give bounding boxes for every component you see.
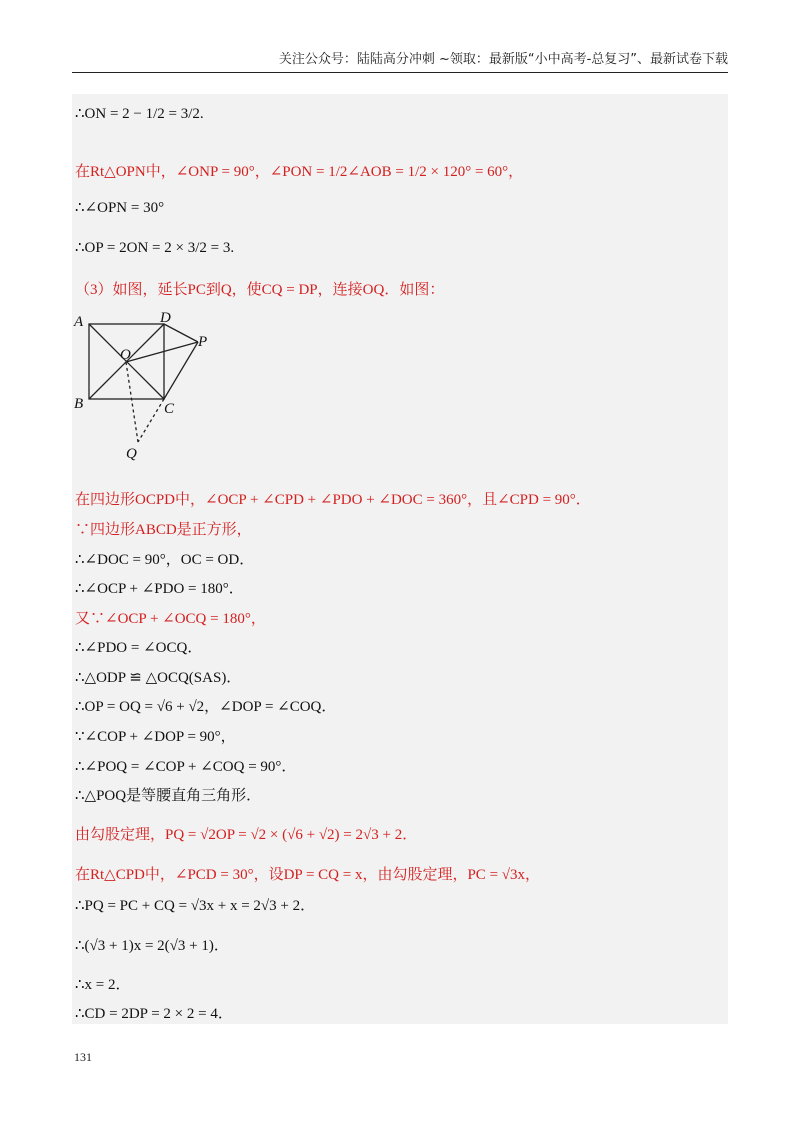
- solution-line-21: ∴x = 2．: [75, 977, 131, 993]
- solution-line-12: ∴△ODP ≌ △OCQ(SAS)．: [75, 670, 242, 686]
- solution-line-19: ∴PQ = PC + CQ = √3x + x = 2√3 + 2．: [75, 898, 316, 914]
- solution-line-15: ∴∠POQ = ∠COP + ∠COQ = 90°．: [75, 759, 297, 775]
- solution-line-7: ∵四边形ABCD是正方形，: [75, 522, 252, 538]
- solution-content: [72, 94, 728, 1024]
- solution-line-2: 在Rt△OPN中，∠ONP = 90°，∠PON = 1/2∠AOB = 1/2 × 120° = 60°，: [75, 164, 524, 180]
- label-o: O: [120, 347, 131, 363]
- solution-line-6: 在四边形OCPD中，∠OCP + ∠CPD + ∠PDO + ∠DOC = 360°，且∠CPD = 90°．: [75, 492, 591, 508]
- label-b: B: [74, 396, 84, 412]
- solution-line-8: ∴∠DOC = 90°，OC = OD．: [75, 552, 255, 568]
- solution-line-14: ∵∠COP + ∠DOP = 90°，: [75, 729, 236, 745]
- solution-line-9: ∴∠OCP + ∠PDO = 180°．: [75, 581, 244, 597]
- solution-line-13: ∴OP = OQ = √6 + √2，∠DOP = ∠COQ．: [75, 699, 337, 715]
- label-q: Q: [126, 446, 137, 462]
- segment-cq: [138, 399, 164, 442]
- solution-line-4: ∴OP = 2ON = 2 × 3/2 = 3.: [75, 240, 235, 256]
- solution-line-10: 又∵∠OCP + ∠OCQ = 180°，: [75, 611, 266, 627]
- solution-line-20: ∴(√3 + 1)x = 2(√3 + 1)．: [75, 938, 229, 954]
- solution-line-18: 在Rt△CPD中，∠PCD = 30°，设DP = CQ = x，由勾股定理，PC = √3x，: [75, 867, 541, 883]
- segment-oq: [126, 362, 138, 442]
- header-rule: [72, 72, 728, 73]
- label-p: P: [198, 334, 208, 350]
- solution-line-11: ∴∠PDO = ∠OCQ．: [75, 640, 203, 656]
- solution-line-5: （3）如图，延长PC到Q，使CQ = DP，连接OQ．如图：: [75, 282, 445, 298]
- solution-line-22: ∴CD = 2DP = 2 × 2 = 4．: [75, 1006, 233, 1022]
- page-header: 关注公众号：陆陆高分冲刺 ~领取：最新版“小中高考-总复习”、最新试卷下载: [278, 52, 728, 67]
- square-diagram: [72, 312, 232, 462]
- segment-dp: [164, 324, 198, 342]
- page-number: 131: [74, 1050, 92, 1064]
- solution-line-17: 由勾股定理，PQ = √2OP = √2 × (√6 + √2) = 2√3 + 2．: [75, 827, 418, 843]
- label-d: D: [160, 312, 171, 326]
- label-c: C: [164, 401, 175, 417]
- label-a: A: [74, 314, 84, 330]
- solution-line-1: ∴ON = 2 − 1/2 = 3/2.: [75, 106, 204, 122]
- solution-line-3: ∴∠OPN = 30°: [75, 200, 165, 216]
- solution-line-16: ∴△POQ是等腰直角三角形．: [75, 788, 262, 804]
